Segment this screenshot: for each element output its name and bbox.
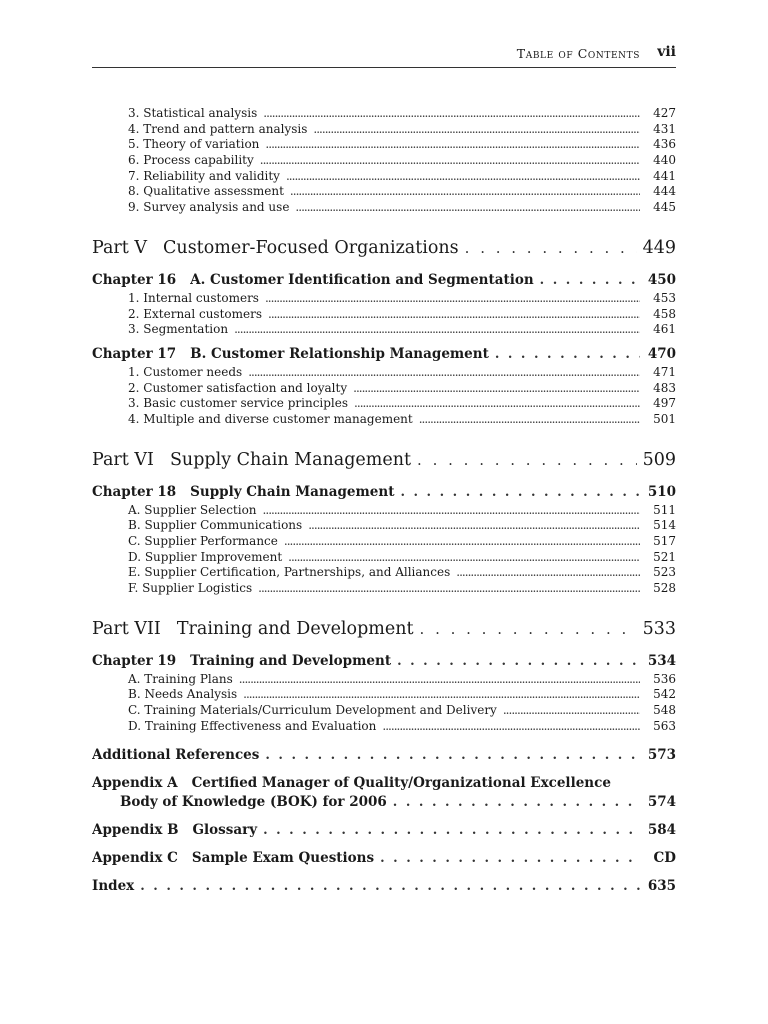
dot-leader: [286, 169, 640, 183]
toc-item: 2. External customers . . . 458: [92, 307, 676, 323]
toc-item: 7. Reliability and validity . . . 441: [92, 169, 676, 185]
dot-leader: [397, 654, 640, 669]
dot-leader: [265, 137, 640, 151]
dot-leader: [140, 879, 640, 894]
dot-leader: [263, 503, 640, 517]
table-of-contents: [92, 106, 676, 897]
toc-item: 4. Multiple and diverse customer management . . . 501: [92, 412, 676, 428]
dot-leader: [265, 748, 640, 763]
dot-leader: [243, 687, 640, 701]
dot-leader: [265, 291, 640, 305]
toc-item: 1. Customer needs . . . 471: [92, 365, 676, 381]
dot-leader: [258, 581, 640, 595]
running-header-title: Table of Contents: [516, 46, 640, 61]
index-entry: Index . . . 635: [92, 878, 676, 897]
dot-leader: [400, 485, 640, 500]
toc-item: D. Training Effectiveness and Evaluation . . . 563: [92, 719, 676, 735]
dot-leader: [456, 565, 640, 579]
dot-leader: [495, 347, 640, 362]
appendix-a-entry: Body of Knowledge (BOK) for 2006 . . . 574: [92, 794, 676, 813]
dot-leader: [263, 823, 640, 838]
toc-item: C. Supplier Performance . . . 517: [92, 534, 676, 550]
dot-leader: [353, 381, 640, 395]
dot-leader: [234, 322, 640, 336]
dot-leader: [284, 534, 640, 548]
appendix-b-entry: Appendix B Glossary . . . 584: [92, 822, 676, 841]
toc-item: 2. Customer satisfaction and loyalty . . . 483: [92, 381, 676, 397]
dot-leader: [295, 200, 640, 214]
appendix-c-entry: Appendix C Sample Exam Questions . . . CD: [92, 850, 676, 869]
chapter-heading: Chapter 16 A. Customer Identification and Segmentation . . . 450: [92, 272, 676, 291]
dot-leader: [420, 620, 637, 638]
dot-leader: [419, 412, 640, 426]
dot-leader: [465, 239, 637, 257]
dot-leader: [248, 365, 640, 379]
chapter-heading: Chapter 17 B. Customer Relationship Management . . . 470: [92, 346, 676, 365]
toc-item: B. Supplier Communications . . . 514: [92, 518, 676, 534]
toc-item: A. Training Plans . . . 536: [92, 672, 676, 688]
toc-item: E. Supplier Certification, Partnerships, and Alliances . . . 523: [92, 565, 676, 581]
toc-item: A. Supplier Selection . . . 511: [92, 503, 676, 519]
running-header: [92, 40, 676, 68]
dot-leader: [290, 184, 640, 198]
running-header-page-number: vii: [657, 44, 676, 60]
toc-item: 3. Basic customer service principles . . . 497: [92, 396, 676, 412]
toc-item: 5. Theory of variation . . . 436: [92, 137, 676, 153]
dot-leader: [263, 106, 640, 120]
toc-item: 3. Statistical analysis . . . 427: [92, 106, 676, 122]
dot-leader: [380, 851, 640, 866]
part-heading: Part VII Training and Development . . . 533: [92, 619, 676, 645]
additional-references-entry: Additional References . . . 573: [92, 747, 676, 766]
toc-item: 9. Survey analysis and use . . . 445: [92, 200, 676, 216]
toc-item: C. Training Materials/Curriculum Development and Delivery . . . 548: [92, 703, 676, 719]
toc-item: 1. Internal customers . . . 453: [92, 291, 676, 307]
dot-leader: [540, 273, 640, 288]
appendix-a-title-line: Appendix A Certified Manager of Quality/Organizational Excellence: [92, 774, 611, 791]
toc-item: B. Needs Analysis . . . 542: [92, 687, 676, 703]
dot-leader: [268, 307, 640, 321]
toc-item: 3. Segmentation . . . 461: [92, 322, 676, 338]
dot-leader: [313, 122, 640, 136]
chapter-heading: Chapter 18 Supply Chain Management . . . 510: [92, 484, 676, 503]
part-heading: Part VI Supply Chain Management . . . 509: [92, 450, 676, 476]
dot-leader: [288, 550, 640, 564]
dot-leader: [417, 451, 637, 469]
dot-leader: [308, 518, 640, 532]
toc-item: 6. Process capability . . . 440: [92, 153, 676, 169]
dot-leader: [239, 672, 640, 686]
toc-item: F. Supplier Logistics . . . 528: [92, 581, 676, 597]
dot-leader: [393, 795, 640, 810]
dot-leader: [260, 153, 640, 167]
dot-leader: [503, 703, 640, 717]
dot-leader: [354, 396, 640, 410]
toc-item: 4. Trend and pattern analysis . . . 431: [92, 122, 676, 138]
part-heading: Part V Customer-Focused Organizations . . . 449: [92, 238, 676, 264]
dot-leader: [382, 719, 640, 733]
toc-item: 8. Qualitative assessment . . . 444: [92, 184, 676, 200]
toc-item: D. Supplier Improvement . . . 521: [92, 550, 676, 566]
chapter-heading: Chapter 19 Training and Development . . . 534: [92, 653, 676, 672]
